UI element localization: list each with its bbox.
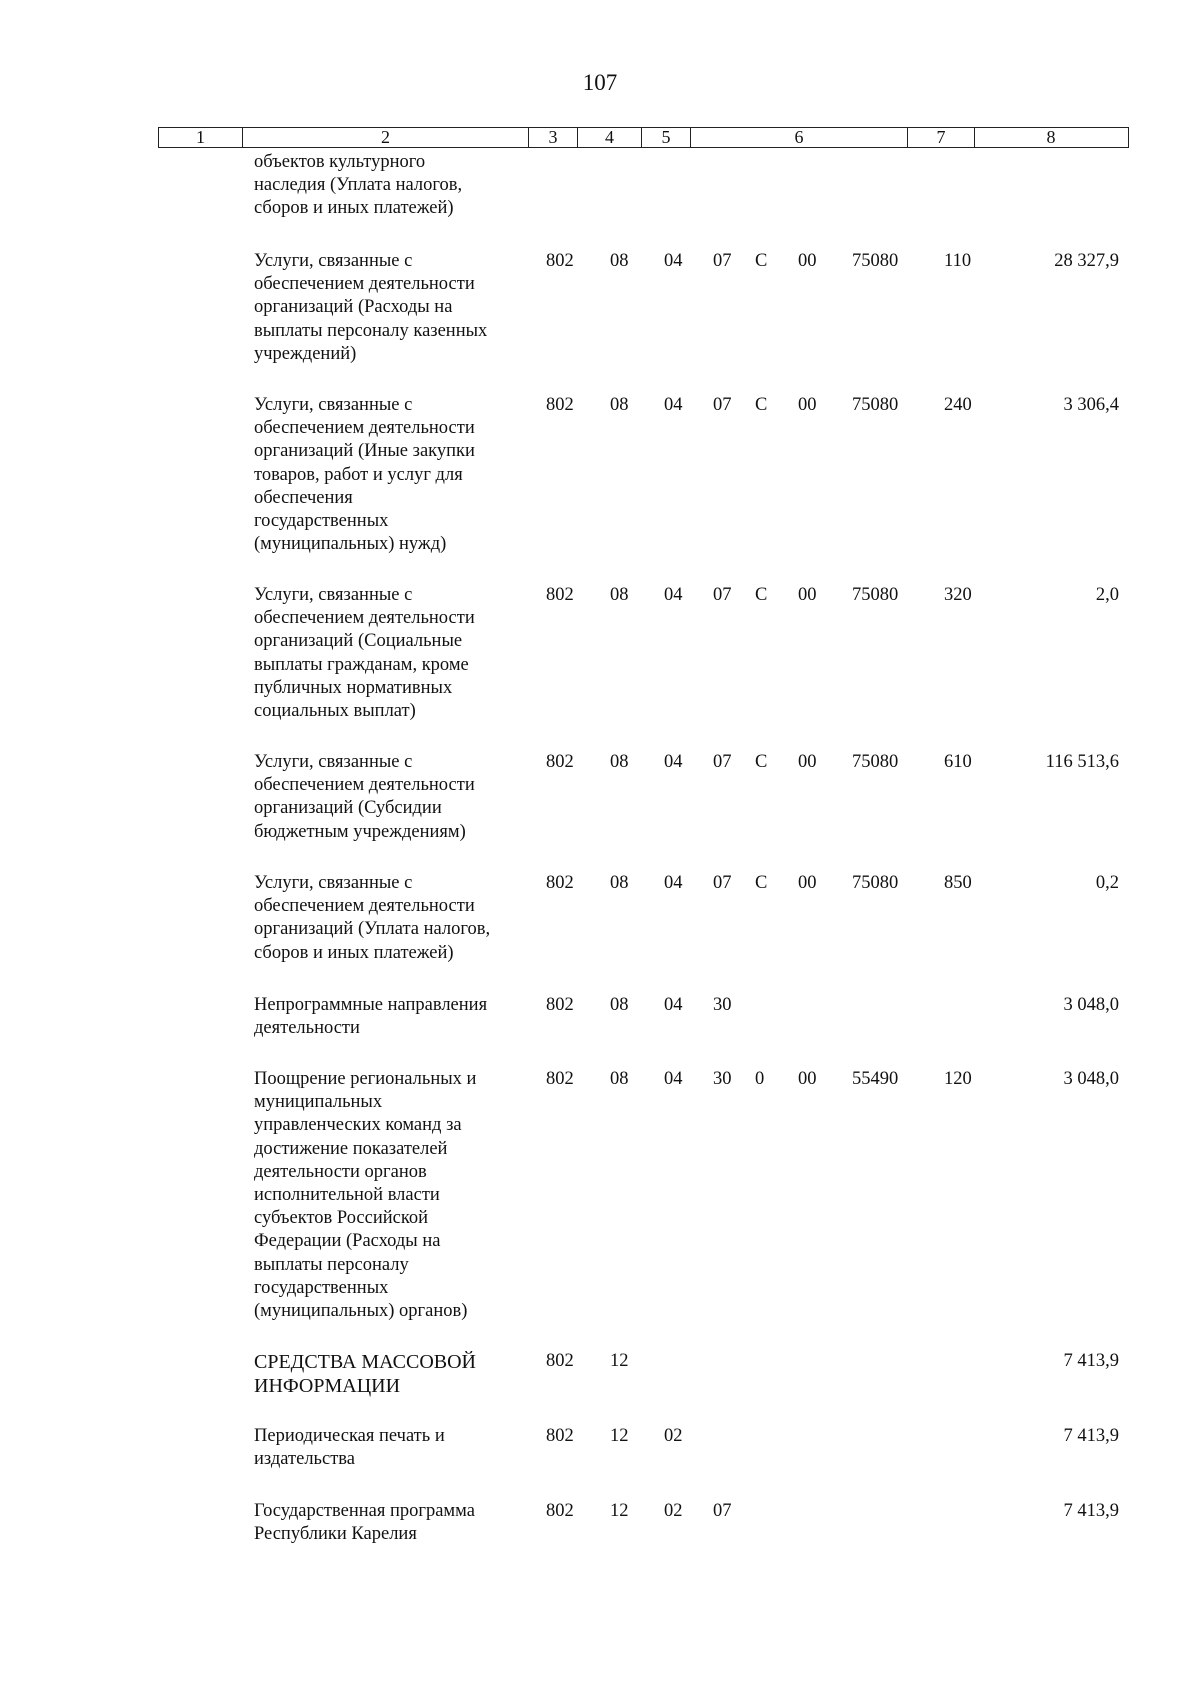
expense-type-code: 120: [944, 1069, 972, 1089]
target-subprogram-code: С: [755, 395, 768, 415]
target-subprogram-code: С: [755, 752, 768, 772]
target-direction-code: 75080: [852, 873, 899, 893]
target-direction-code: 75080: [852, 251, 899, 271]
expense-type-code: 320: [944, 585, 972, 605]
row-description: Услуги, связанные с обеспечением деятельности организаций (Расходы на выплаты персоналу казенных учреждений): [254, 251, 488, 364]
row-description: Услуги, связанные с обеспечением деятельности организаций (Иные закупки товаров, работ и услуг для обеспечения государственных (муниципальных) нужд): [254, 395, 475, 555]
target-program-code: 07: [713, 873, 732, 893]
subsection-code: 04: [664, 1069, 683, 1089]
target-event-code: 00: [798, 873, 817, 893]
amount: 3 048,0: [1063, 1069, 1119, 1089]
amount: 3 048,0: [1063, 995, 1119, 1015]
section-code: 12: [610, 1426, 629, 1446]
expense-type-code: 110: [944, 251, 972, 271]
subsection-code: 04: [664, 395, 683, 415]
row-description: объектов культурного наследия (Уплата налогов, сборов и иных платежей): [254, 152, 463, 219]
target-event-code: 00: [798, 752, 817, 772]
row-description: Услуги, связанные с обеспечением деятельности организаций (Субсидии бюджетным учреждениям): [254, 752, 475, 842]
ministry-code: 802: [546, 752, 574, 772]
header-col-8: 8: [1046, 127, 1056, 147]
header-col-4: 4: [578, 128, 642, 147]
row-description: Поощрение региональных и муниципальных управленческих команд за достижение показателей деятельности органов исполнительной власти субъектов Российской Федерации (Расходы на выплаты персоналу государственных (муниципальных) органов): [254, 1069, 477, 1322]
target-program-code: 07: [713, 395, 732, 415]
target-program-code: 30: [713, 1069, 732, 1089]
subsection-code: 04: [664, 873, 683, 893]
amount: 0,2: [1095, 873, 1119, 893]
target-program-code: 30: [713, 995, 732, 1015]
section-code: 08: [610, 752, 629, 772]
amount: 7 413,9: [1063, 1351, 1119, 1371]
target-event-code: 00: [798, 1069, 817, 1089]
section-code: 08: [610, 995, 629, 1015]
section-code: 08: [610, 585, 629, 605]
target-program-code: 07: [713, 585, 732, 605]
target-program-code: 07: [713, 1501, 732, 1521]
ministry-code: 802: [546, 1351, 574, 1371]
expense-type-code: 850: [944, 873, 972, 893]
section-code: 08: [610, 1069, 629, 1089]
subsection-code: 02: [664, 1426, 683, 1446]
row-description: Периодическая печать и издательства: [254, 1426, 445, 1470]
ministry-code: 802: [546, 585, 574, 605]
header-col-6: 6: [691, 128, 908, 147]
amount: 7 413,9: [1063, 1501, 1119, 1521]
section-code: 08: [610, 251, 629, 271]
amount: 7 413,9: [1063, 1426, 1119, 1446]
header-col-2: 2: [243, 128, 529, 147]
row-description: Непрограммные направления деятельности: [254, 995, 488, 1039]
ministry-code: 802: [546, 1501, 574, 1521]
subsection-code: 02: [664, 1501, 683, 1521]
amount: 28 327,9: [1054, 251, 1119, 271]
target-direction-code: 75080: [852, 395, 899, 415]
target-direction-code: 75080: [852, 585, 899, 605]
target-direction-code: 55490: [852, 1069, 899, 1089]
expense-type-code: 240: [944, 395, 972, 415]
section-heading: СРЕДСТВА МАССОВОЙ ИНФОРМАЦИИ: [254, 1351, 476, 1397]
amount: 2,0: [1095, 585, 1119, 605]
subsection-code: 04: [664, 585, 683, 605]
header-col-1: 1: [159, 128, 243, 147]
target-event-code: 00: [798, 251, 817, 271]
section-code: 12: [610, 1501, 629, 1521]
column-number-header: [158, 127, 1129, 148]
header-col-7: 7: [908, 128, 975, 147]
ministry-code: 802: [546, 395, 574, 415]
ministry-code: 802: [546, 873, 574, 893]
target-direction-code: 75080: [852, 752, 899, 772]
header-col-3: 3: [529, 128, 578, 147]
row-description: Государственная программа Республики Карелия: [254, 1501, 475, 1545]
target-program-code: 07: [713, 752, 732, 772]
section-code: 08: [610, 873, 629, 893]
row-description: Услуги, связанные с обеспечением деятельности организаций (Уплата налогов, сборов и иных платежей): [254, 873, 491, 963]
row-description: Услуги, связанные с обеспечением деятельности организаций (Социальные выплаты гражданам, кроме публичных нормативных социальных выплат): [254, 585, 475, 722]
ministry-code: 802: [546, 251, 574, 271]
target-subprogram-code: С: [755, 873, 768, 893]
target-subprogram-code: С: [755, 251, 768, 271]
ministry-code: 802: [546, 995, 574, 1015]
subsection-code: 04: [664, 995, 683, 1015]
ministry-code: 802: [546, 1426, 574, 1446]
target-event-code: 00: [798, 585, 817, 605]
amount: 116 513,6: [1045, 752, 1119, 772]
header-col-5: 5: [642, 128, 691, 147]
target-subprogram-code: 0: [755, 1069, 765, 1089]
amount: 3 306,4: [1063, 395, 1119, 415]
target-event-code: 00: [798, 395, 817, 415]
target-subprogram-code: С: [755, 585, 768, 605]
section-code: 08: [610, 395, 629, 415]
page-number: 107: [582, 70, 618, 95]
subsection-code: 04: [664, 251, 683, 271]
subsection-code: 04: [664, 752, 683, 772]
target-program-code: 07: [713, 251, 732, 271]
expense-type-code: 610: [944, 752, 972, 772]
section-code: 12: [610, 1351, 629, 1371]
ministry-code: 802: [546, 1069, 574, 1089]
